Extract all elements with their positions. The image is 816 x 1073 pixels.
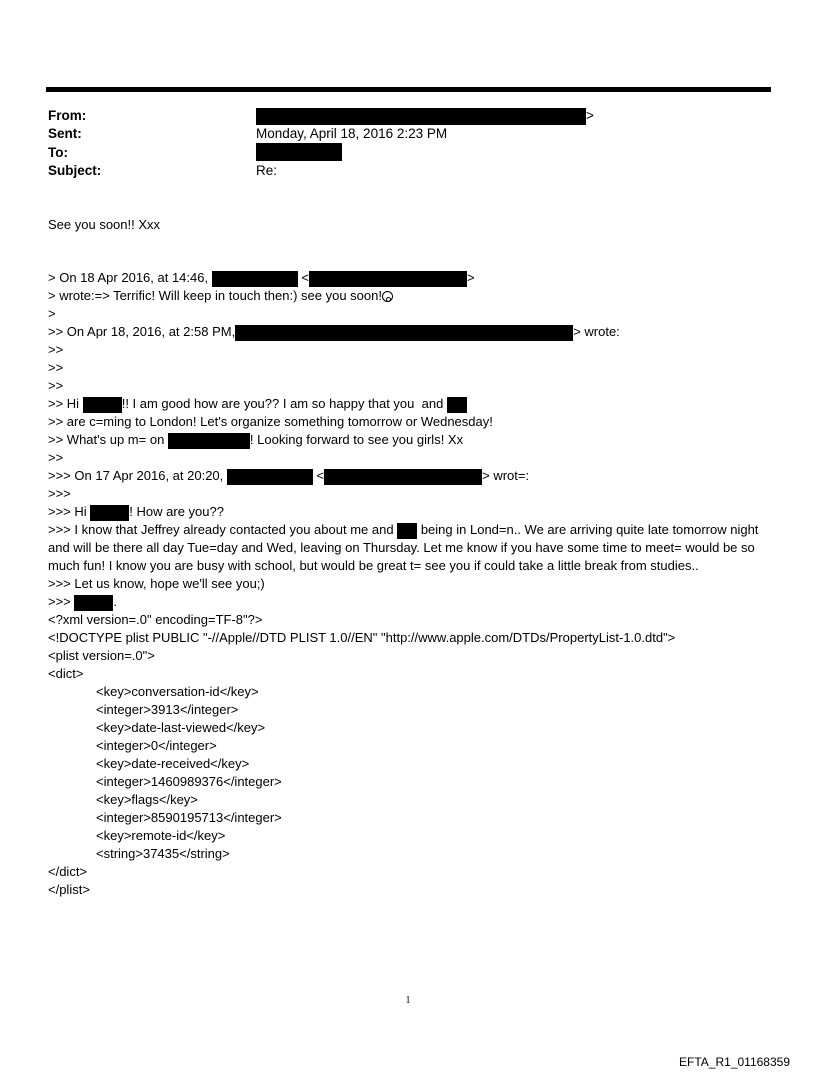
quote-line [48, 593, 768, 611]
plist-line: </plist> [48, 882, 90, 897]
plist-line: <plist version=.0"> [48, 648, 155, 663]
plist-line: <integer>8590195713</integer> [96, 810, 282, 825]
plist-line: </dict> [48, 864, 88, 879]
redaction-name [90, 505, 129, 521]
quote-text: >>> On 17 Apr 2016, at 20:20, [48, 468, 224, 483]
quote-text: . [113, 594, 118, 609]
redaction-name [447, 397, 467, 413]
quote-line [48, 467, 768, 485]
quote-text: >>> I know that Jeffrey already contacted you about me and [48, 522, 394, 537]
plist-line: <dict> [48, 666, 84, 681]
from-suffix: > [586, 108, 594, 124]
quote-text: < [301, 270, 309, 285]
quote-line: >>> [48, 486, 71, 501]
quote-text: > wrote:=> Terrific! Will keep in touch then:) see you soon! [48, 288, 382, 303]
from-value [256, 108, 594, 125]
redaction-name [397, 523, 417, 539]
quote-line [48, 503, 768, 521]
message-body-thread [48, 269, 768, 899]
quote-line [48, 269, 768, 287]
document-id: EFTA_R1_01168359 [679, 1055, 790, 1069]
quote-line [48, 395, 768, 413]
quote-text: > wrot=: [482, 468, 530, 483]
from-label: From: [48, 108, 87, 123]
quote-paragraph [48, 521, 768, 575]
quote-text: >> On Apr 18, 2016, at 2:58 PM, [48, 324, 236, 339]
quote-line: > [48, 306, 56, 321]
plist-line: <?xml version=.0" encoding=TF-8"?> [48, 612, 263, 627]
message-body-greeting [48, 216, 768, 234]
plist-line: <key>flags</key> [96, 792, 198, 807]
quote-text: < [316, 468, 325, 483]
quote-text: >>> Hi [48, 504, 87, 519]
plist-line: <key>date-last-viewed</key> [96, 720, 266, 735]
quote-line: >> [48, 342, 64, 357]
redaction-name [83, 397, 122, 413]
quote-text: >>> [48, 594, 71, 609]
page-number: 1 [405, 995, 411, 1006]
quote-line: >> [48, 360, 64, 375]
redaction-email [309, 271, 467, 287]
quote-line: >>> Let us know, hope we'll see you;) [48, 576, 265, 591]
redaction-from [256, 108, 586, 125]
redaction-sender [235, 325, 573, 341]
quote-text: ! How are you?? [129, 504, 224, 519]
quote-text: > On 18 Apr 2016, at 14:46, [48, 270, 209, 285]
plist-line: <integer>3913</integer> [96, 702, 239, 717]
surprised-face-icon [382, 291, 393, 302]
quote-line [48, 287, 768, 305]
quote-line: >> are c=ming to London! Let's organize something tomorrow or Wednesday! [48, 414, 493, 429]
plist-line: <key>remote-id</key> [96, 828, 226, 843]
plist-line: <key>conversation-id</key> [96, 684, 259, 699]
header-rule [46, 87, 771, 92]
quote-text: !! I am good how are you?? I am so happy that you and [121, 396, 444, 411]
subject-value: Re: [256, 163, 278, 178]
to-label: To: [48, 145, 68, 160]
quote-text: > [466, 270, 475, 285]
quote-text: being in Lond=n.. We are arriving quite late tomorrow night and will be there all day Tue=day and Wed, leaving on Thursday. Let me know if you have some time to meet= would be so much fun! I know you are busy with school, but would be great t= see you if could take a little break from studies.. [48, 522, 759, 573]
redaction-name [168, 433, 250, 449]
to-value [256, 143, 342, 161]
quote-text: ! Looking forward to see you girls! Xx [249, 432, 464, 447]
sent-value: Monday, April 18, 2016 2:23 PM [256, 126, 448, 141]
quote-line: >> [48, 450, 64, 465]
redaction-name [74, 595, 113, 611]
quote-line [48, 323, 768, 341]
plist-line: <integer>1460989376</integer> [96, 774, 282, 789]
subject-label: Subject: [48, 163, 102, 178]
quote-line: >> [48, 378, 64, 393]
redaction-name [212, 271, 298, 287]
redaction-name [227, 469, 313, 485]
greeting-line: See you soon!! Xxx [48, 217, 161, 232]
quote-text: > wrote: [573, 324, 620, 339]
quote-text: >> Hi [48, 396, 80, 411]
plist-line: <!DOCTYPE plist PUBLIC "-//Apple//DTD PLIST 1.0//EN" "http://www.apple.com/DTDs/PropertyList-1.0.dtd"> [48, 630, 676, 645]
quote-text: >> What's up m= on [48, 432, 165, 447]
sent-label: Sent: [48, 126, 82, 141]
plist-line: <key>date-received</key> [96, 756, 250, 771]
plist-line: <integer>0</integer> [96, 738, 217, 753]
quote-line [48, 431, 768, 449]
redaction-email [324, 469, 482, 485]
plist-line: <string>37435</string> [96, 846, 230, 861]
redaction-to [256, 143, 342, 161]
